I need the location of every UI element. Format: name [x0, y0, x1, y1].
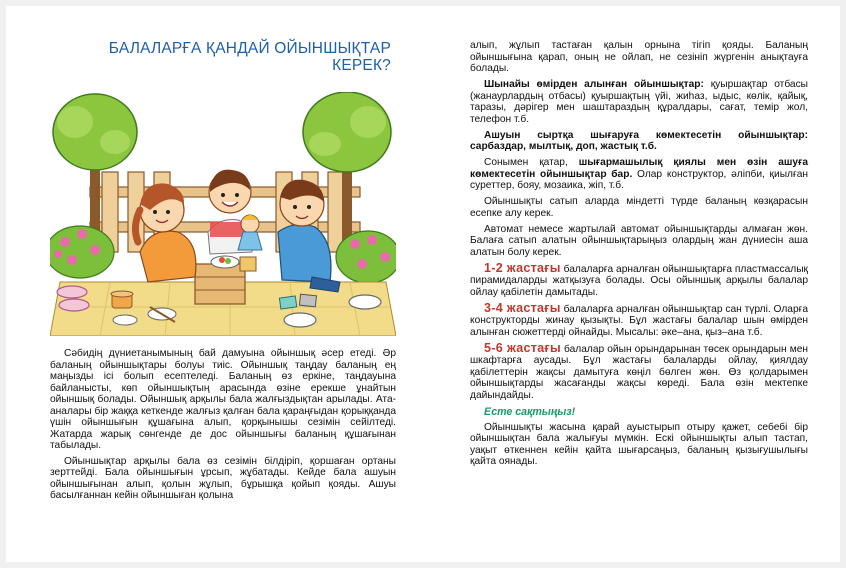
- creative-toys-text: Олар конструктор, әліпби, қиылған суреттер, бояу, мозаика, жіп, т.б.: [470, 168, 808, 191]
- bush-left: [50, 226, 114, 278]
- title-line-1: БАЛАЛАРҒА ҚАНДАЙ ОЙЫНШЫҚТАР: [108, 40, 391, 57]
- final-paragraph: Ойыншықты жасына қарай ауыстырып отыру қажет, себебі бір ойыншықтан бала жалығуы мүмкін. Ескі ойыншықты алып тастап, уақыт өткеннен кейін қайта шығарсаңыз, баланың қызығушылығы қайта оянады.: [470, 421, 808, 467]
- page-title: [50, 40, 391, 74]
- age-5-6-paragraph: [470, 340, 808, 402]
- title-line-2: КЕРЕК?: [332, 57, 391, 74]
- children-playing-illustration: [50, 92, 396, 336]
- age-1-2-label: 1-2 жастағы: [484, 260, 561, 275]
- right-paragraph-2: [470, 79, 808, 125]
- bush-right: [336, 231, 396, 283]
- creative-toys-lead: Сонымен қатар,: [484, 157, 579, 168]
- left-column: [50, 40, 396, 74]
- left-paragraph-2: Ойыншықтар арқылы бала өз сезімін білдіріп, қоршаған ортаны зерттейді. Бала ойыншығын ұрсып, жұбатады. Кейде бала ашуын ойыншығынан алып, қолын жұлып, бұрышқа қойып қояды. Ашуы басылғаннан кейін ойыншыған қолына: [50, 455, 396, 501]
- left-text: [50, 348, 396, 506]
- remember-heading: Есте сақтыңыз!: [484, 405, 576, 418]
- right-paragraph-5: Ойыншықты сатып аларда міндетті түрде баланың көзқарасын есепке алу керек.: [470, 196, 808, 219]
- right-paragraph-1: алып, жұлып тастаған қалын орнына тігіп қояды. Баланың ойыншығына қарап, оның не ойлап, не сезініп жүргенін анықтауға болады.: [470, 40, 808, 74]
- right-column: [470, 40, 808, 472]
- age-3-4-paragraph: [470, 300, 809, 339]
- anger-toys-paragraph: Ашуын сыртқа шығаруға көмектесетін ойыншықтар: сарбаздар, мылтық, доп, жастық т.б.: [470, 129, 808, 152]
- real-life-toys-text: қуыршақтар отбасы (жанаурлардың отбасы) қуыршақтың үйі, жиһаз, ыдыс, көлік, қайық, таразы, дәрігер мен шаштараздың құралдары, сағат, темір жол, телефон т.б.: [470, 79, 808, 125]
- creative-toys-paragraph: [470, 157, 808, 192]
- age-5-6-text: балалар ойын орындарынан төсек орындарын мен шкафтарға аусады. Бұл жастағы балаларды ойлау, қиялдау қабілеттерін жақсы дамытуға көңіл бөлген жөн. Өз қолдарымен ойыншықтарды жасағанды жақсы көреді. Бала өзін мектепке дайындайды.: [470, 343, 808, 401]
- age-3-4-text: балаларға арналған ойыншықтар сан түрлі. Оларға конструкторды жинау қызықты. Бұл жастағы балалар шын өмірден алынған сюжеттерді ойнайды. Мысалы: әке–ана, қыз–ана т.б.: [470, 303, 809, 338]
- real-life-toys-heading: Шынайы өмірден алынған ойыншықтар:: [484, 79, 704, 90]
- right-paragraph-6: Автомат немесе жартылай автомат ойыншықтарды алмаған жөн. Балаға сатып алатын ойыншықтарыңыз олардың жан дүниесін аша алатын болу керек.: [470, 223, 808, 258]
- age-3-4-label: 3-4 жастағы: [484, 300, 561, 315]
- age-1-2-text: балаларға арналған ойыншықтарға пластмассалық пирамидаларды жатқызуға болады. Осы ойыншық арқылы балалар ойлау қабілетін дамытады.: [470, 263, 809, 298]
- left-paragraph-1: Сәбидің дүниетанымының бай дамуына ойыншық әсер етеді. Әр баланың ойыншықтары болуы тиіс. Ойыншық таңдау баланың ең маңызды ісі болып есептеледі. Баланың өз еркіне, таңдауына байланысты, көп ойыншықтың арасында өзіне ерекше ұнайтын ойыншық болады. Ойыншық арқылы бала жалғыздықтан арылады. Ата-аналары бір жаққа кеткенде жалғыз қалған бала қараңғыдан қорыққанда үшін ойыншығын құшағына алып, қорқынышы сезімін сейілтеді. Жатарда жарық сөнгенде де дос ойыншығы баланың құшағынан табылады.: [50, 348, 396, 451]
- age-1-2-paragraph: [470, 260, 809, 299]
- creative-toys-heading: шығармашылық қиялы мен өзін ашуға көмектесетін ойыншықтар бар.: [470, 157, 808, 180]
- age-5-6-label: 5-6 жастағы: [484, 340, 561, 355]
